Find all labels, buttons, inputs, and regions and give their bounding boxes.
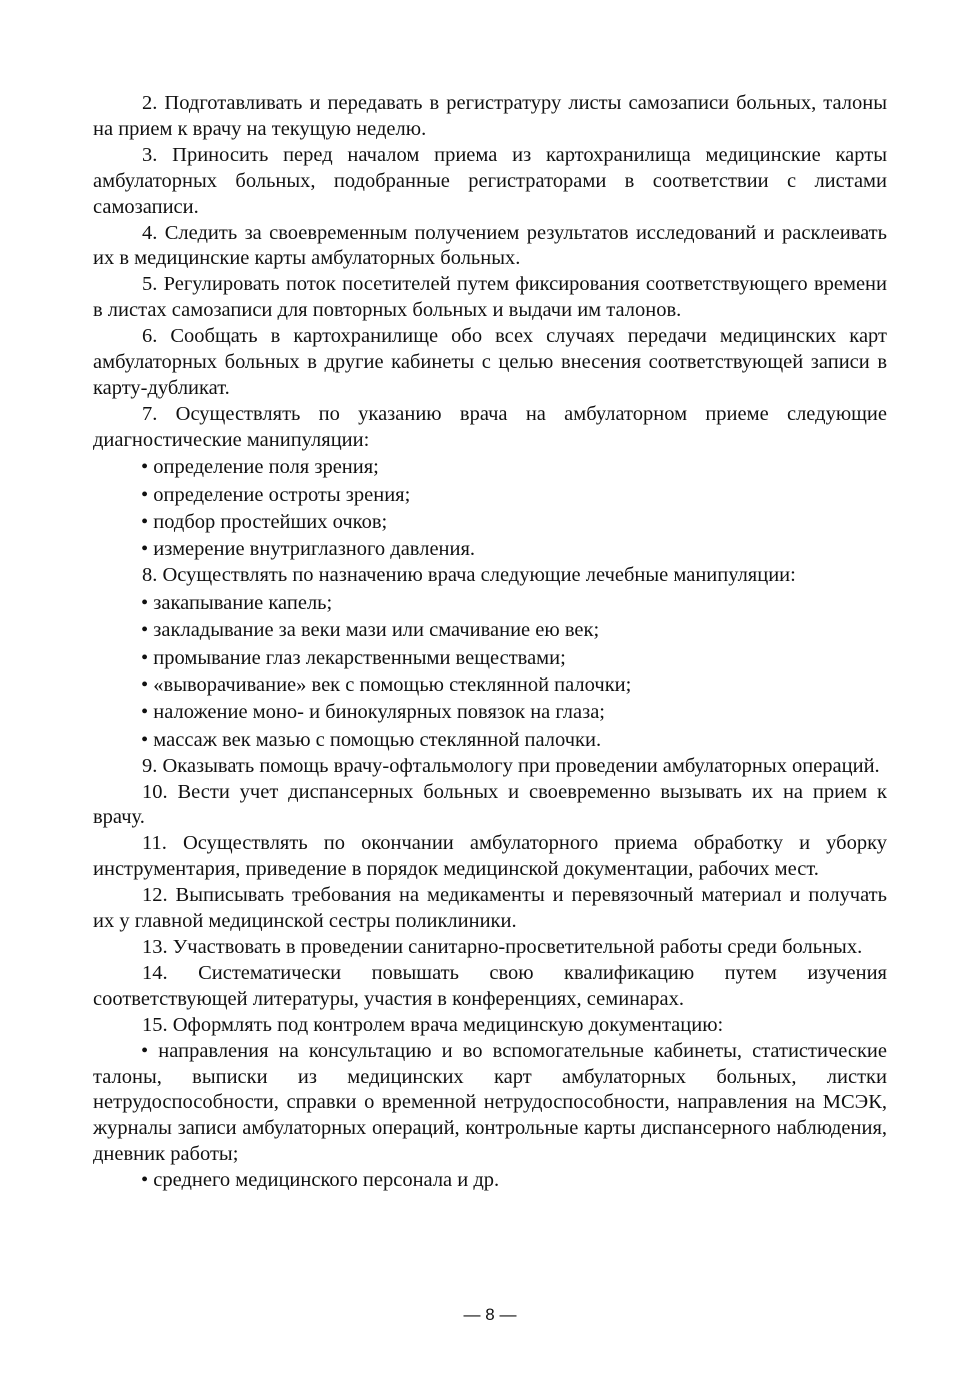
list-item: • промывание глаз лекарственными веществами;	[141, 646, 566, 669]
item-5: 5. Регулировать поток посетителей путем фиксирования соответствующего времени в листах самозаписи для повторных больных и выдачи им талонов.	[93, 273, 887, 322]
item-10: 10. Вести учет диспансерных больных и своевременно вызывать их на прием к врачу.	[93, 780, 887, 829]
list-item: • закапывание капель;	[141, 591, 333, 614]
list-item: • массаж век мазью с помощью стеклянной палочки.	[141, 728, 602, 751]
page-number: — 8 —	[463, 1305, 517, 1324]
list-item: • определение поля зрения;	[141, 456, 379, 479]
item-15: 15. Оформлять под контролем врача медицинскую документацию:	[142, 1013, 724, 1036]
item-9: 9. Оказывать помощь врачу-офтальмологу при проведении амбулаторных операций.	[142, 754, 880, 777]
list-item: • определение остроты зрения;	[141, 483, 411, 506]
list-item: • направления на консультацию и во вспомогательные кабинеты, статистические талоны, выписки из медицинских карт амбулаторных больных, листки нетрудоспособности, справки о временной нетрудоспособности, направления на МСЭК, журналы записи амбулаторных операций, контрольные карты диспансерного наблюдения, дневник работы;	[93, 1039, 887, 1166]
item-13: 13. Участвовать в проведении санитарно-просветительной работы среди больных.	[142, 936, 863, 958]
item-4: 4. Следить за своевременным получением результатов исследований и расклеивать их в медицинские карты амбулаторных больных.	[93, 221, 887, 270]
item-2: 2. Подготавливать и передавать в регистратуру листы самозаписи больных, талоны на прием к врачу на текущую неделю.	[93, 92, 887, 140]
list-item: • подбор простейших очков;	[141, 511, 388, 533]
item-12: 12. Выписывать требования на медикаменты и перевязочный материал и получать их у главной медицинской сестры поликлиники.	[93, 884, 887, 933]
item-14: 14. Систематически повышать свою квалификацию путем изучения соответствующей литературы, участия в конференциях, семинарах.	[93, 961, 887, 1010]
document-body	[93, 91, 887, 1194]
item-8: 8. Осуществлять по назначению врача следующие лечебные манипуляции:	[142, 564, 796, 587]
item-7: 7. Осуществлять по указанию врача на амбулаторном приеме следующие диагностические манипуляции:	[93, 402, 887, 451]
list-item: • наложение моно- и бинокулярных повязок на глаза;	[141, 701, 605, 724]
list-item: • «выворачивание» век с помощью стеклянной палочки;	[141, 673, 632, 696]
list-item: • измерение внутриглазного давления.	[141, 538, 476, 561]
item-3: 3. Приносить перед началом приема из картохранилища медицинские карты амбулаторных больных, подобранные регистраторами в соответствии с листами самозаписи.	[93, 143, 887, 218]
item-11: 11. Осуществлять по окончании амбулаторного приема обработку и уборку инструментария, приведение в порядок медицинской документации, рабочих мест.	[93, 832, 887, 881]
list-item: • закладывание за веки мази или смачивание ею век;	[141, 619, 600, 642]
item-6: 6. Сообщать в картохранилище обо всех случаях передачи медицинских карт амбулаторных больных в другие кабинеты с целью внесения соответствующей записи в карту-дубликат.	[93, 325, 887, 399]
list-item: • среднего медицинского персонала и др.	[141, 1169, 500, 1192]
